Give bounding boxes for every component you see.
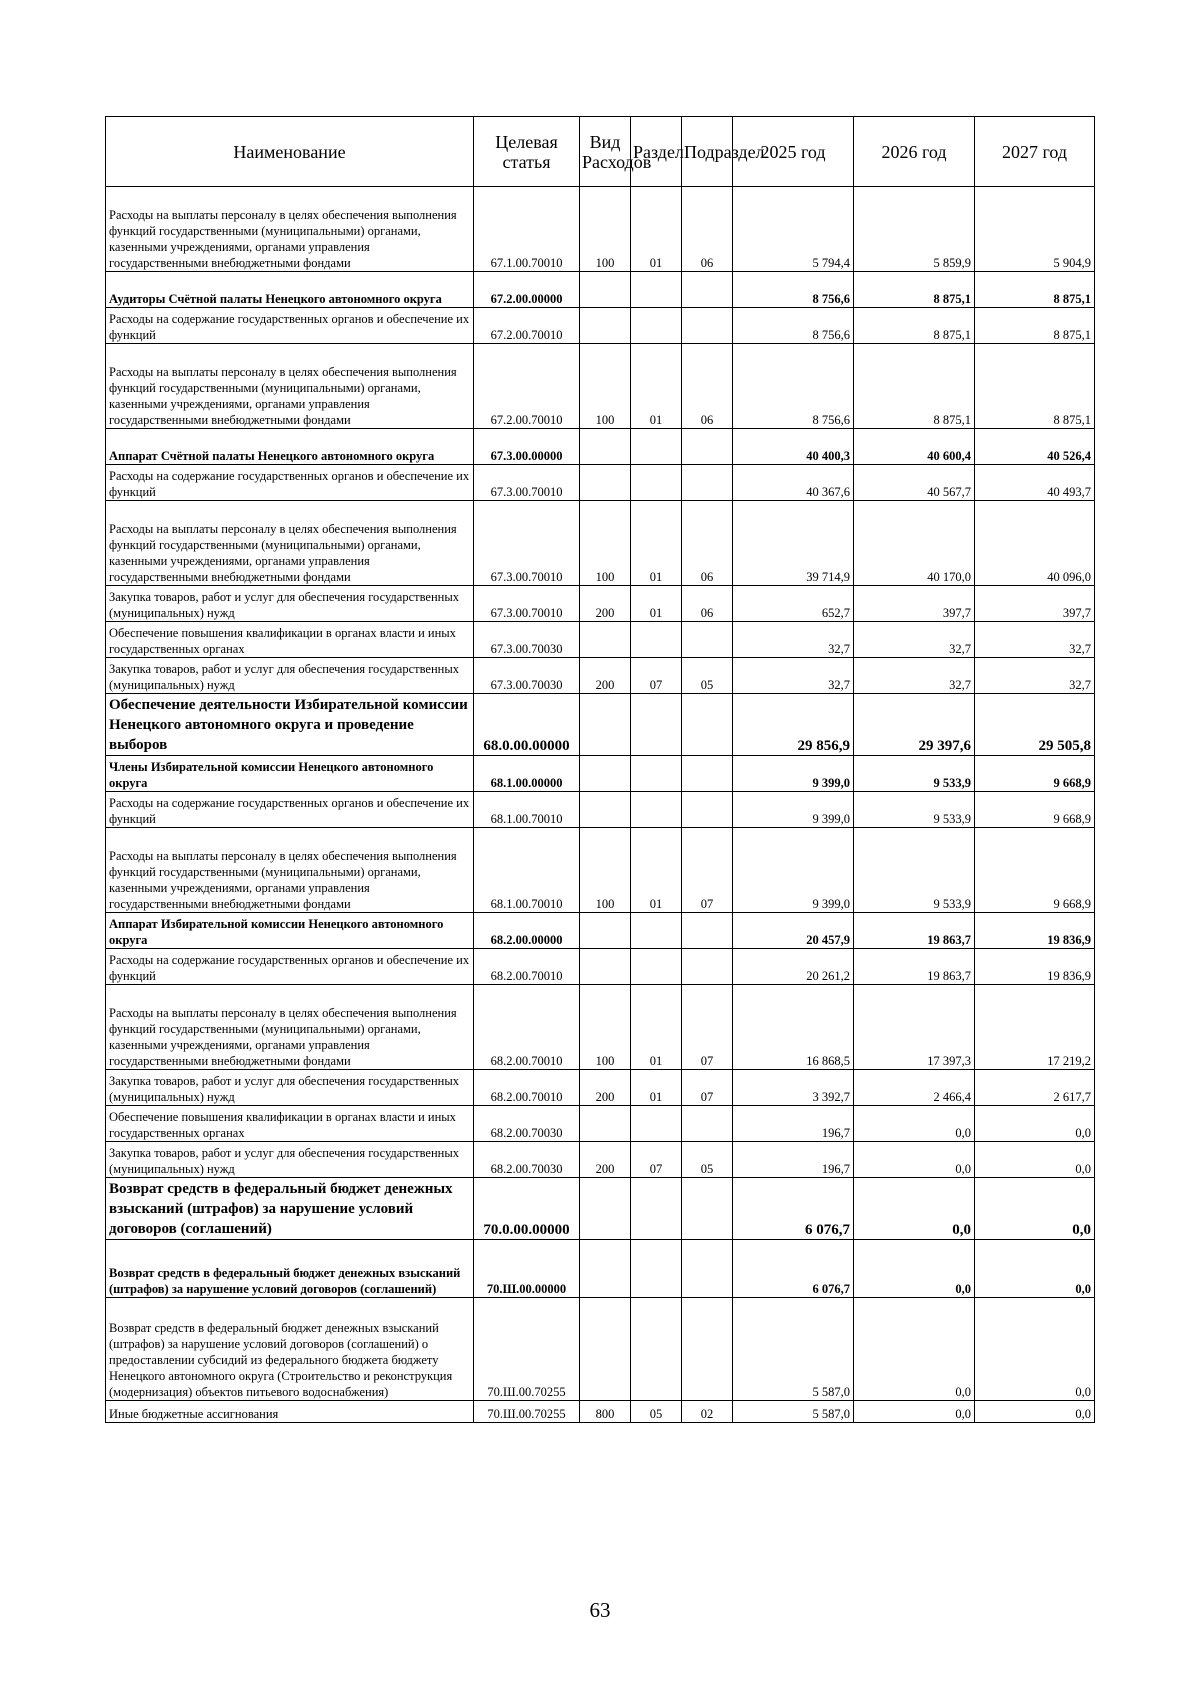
cell-section: 05 — [631, 1401, 682, 1423]
cell-target: 68.2.00.70010 — [474, 949, 580, 985]
cell-kind — [580, 465, 631, 501]
cell-target: 70.Ш.00.70255 — [474, 1298, 580, 1401]
cell-2025: 29 856,9 — [733, 694, 854, 756]
cell-section — [631, 272, 682, 308]
cell-target: 68.0.00.00000 — [474, 694, 580, 756]
budget-table — [105, 116, 1095, 1423]
cell-name: Расходы на содержание государственных органов и обеспечение их функций — [106, 465, 474, 501]
cell-kind — [580, 913, 631, 949]
cell-name: Расходы на выплаты персоналу в целях обеспечения выполнения функций государственными (муниципальными) органами, казенными учреждениями, органами управления государственными внебюджетными фондами — [106, 501, 474, 586]
cell-subsection — [682, 429, 733, 465]
cell-2026: 0,0 — [854, 1240, 975, 1298]
cell-kind: 100 — [580, 187, 631, 272]
cell-kind: 200 — [580, 1142, 631, 1178]
cell-name: Закупка товаров, работ и услуг для обеспечения государственных (муниципальных) нужд — [106, 658, 474, 694]
cell-name: Расходы на содержание государственных органов и обеспечение их функций — [106, 792, 474, 828]
cell-section: 01 — [631, 344, 682, 429]
cell-section — [631, 1178, 682, 1240]
cell-kind: 100 — [580, 985, 631, 1070]
header-2026: 2026 год — [854, 117, 975, 187]
cell-2026: 19 863,7 — [854, 913, 975, 949]
cell-section: 01 — [631, 1070, 682, 1106]
cell-target: 70.Ш.00.70255 — [474, 1401, 580, 1423]
cell-target: 68.2.00.70030 — [474, 1106, 580, 1142]
table-row — [106, 344, 1095, 429]
cell-2025: 39 714,9 — [733, 501, 854, 586]
cell-2026: 9 533,9 — [854, 792, 975, 828]
cell-target: 70.Ш.00.00000 — [474, 1240, 580, 1298]
cell-2026: 8 875,1 — [854, 308, 975, 344]
cell-2026: 2 466,4 — [854, 1070, 975, 1106]
cell-kind: 200 — [580, 658, 631, 694]
table-row — [106, 913, 1095, 949]
table-row — [106, 1178, 1095, 1240]
table-row — [106, 501, 1095, 586]
cell-2025: 6 076,7 — [733, 1240, 854, 1298]
cell-subsection: 05 — [682, 1142, 733, 1178]
cell-section — [631, 949, 682, 985]
cell-2027: 397,7 — [975, 586, 1095, 622]
cell-2025: 8 756,6 — [733, 344, 854, 429]
cell-target: 68.2.00.00000 — [474, 913, 580, 949]
cell-2027: 0,0 — [975, 1401, 1095, 1423]
cell-2027: 2 617,7 — [975, 1070, 1095, 1106]
cell-subsection: 06 — [682, 501, 733, 586]
table-row — [106, 985, 1095, 1070]
cell-2027: 40 526,4 — [975, 429, 1095, 465]
cell-name: Возврат средств в федеральный бюджет денежных взысканий (штрафов) за нарушение условий договоров (соглашений) — [106, 1240, 474, 1298]
cell-name: Закупка товаров, работ и услуг для обеспечения государственных (муниципальных) нужд — [106, 1142, 474, 1178]
cell-subsection: 05 — [682, 658, 733, 694]
cell-target: 68.1.00.00000 — [474, 756, 580, 792]
table-row — [106, 308, 1095, 344]
cell-name: Аппарат Счётной палаты Ненецкого автономного округа — [106, 429, 474, 465]
cell-2027: 29 505,8 — [975, 694, 1095, 756]
cell-kind: 200 — [580, 586, 631, 622]
cell-section — [631, 1298, 682, 1401]
table-row — [106, 429, 1095, 465]
cell-2025: 5 587,0 — [733, 1298, 854, 1401]
cell-target: 70.0.00.00000 — [474, 1178, 580, 1240]
cell-2025: 9 399,0 — [733, 756, 854, 792]
cell-section — [631, 1240, 682, 1298]
page-number: 63 — [589, 1598, 611, 1622]
cell-section: 01 — [631, 828, 682, 913]
cell-2026: 8 875,1 — [854, 344, 975, 429]
cell-subsection — [682, 1106, 733, 1142]
cell-2026: 0,0 — [854, 1106, 975, 1142]
cell-2025: 9 399,0 — [733, 792, 854, 828]
cell-target: 67.3.00.00000 — [474, 429, 580, 465]
cell-kind — [580, 756, 631, 792]
cell-target: 67.2.00.70010 — [474, 308, 580, 344]
cell-2026: 0,0 — [854, 1298, 975, 1401]
cell-kind — [580, 1178, 631, 1240]
table-row — [106, 756, 1095, 792]
header-section: Раздел — [631, 117, 682, 187]
cell-name: Расходы на выплаты персоналу в целях обеспечения выполнения функций государственными (муниципальными) органами, казенными учреждениями, органами управления государственными внебюджетными фондами — [106, 187, 474, 272]
cell-subsection: 07 — [682, 985, 733, 1070]
cell-name: Расходы на выплаты персоналу в целях обеспечения выполнения функций государственными (муниципальными) органами, казенными учреждениями, органами управления государственными внебюджетными фондами — [106, 828, 474, 913]
header-name: Наименование — [106, 117, 474, 187]
cell-kind: 800 — [580, 1401, 631, 1423]
table-row — [106, 828, 1095, 913]
cell-subsection — [682, 792, 733, 828]
cell-2027: 19 836,9 — [975, 949, 1095, 985]
cell-2026: 9 533,9 — [854, 828, 975, 913]
cell-section — [631, 1106, 682, 1142]
cell-subsection: 06 — [682, 586, 733, 622]
cell-kind — [580, 949, 631, 985]
cell-2025: 32,7 — [733, 658, 854, 694]
table-row — [106, 694, 1095, 756]
cell-2026: 5 859,9 — [854, 187, 975, 272]
cell-2026: 8 875,1 — [854, 272, 975, 308]
cell-name: Закупка товаров, работ и услуг для обеспечения государственных (муниципальных) нужд — [106, 1070, 474, 1106]
cell-section: 07 — [631, 658, 682, 694]
cell-2027: 8 875,1 — [975, 344, 1095, 429]
cell-2025: 32,7 — [733, 622, 854, 658]
header-row — [106, 117, 1095, 187]
header-subsection: Подраздел — [682, 117, 733, 187]
cell-target: 68.1.00.70010 — [474, 792, 580, 828]
cell-section — [631, 694, 682, 756]
cell-subsection — [682, 1178, 733, 1240]
cell-target: 68.2.00.70010 — [474, 1070, 580, 1106]
table-row — [106, 792, 1095, 828]
cell-2026: 29 397,6 — [854, 694, 975, 756]
cell-subsection — [682, 622, 733, 658]
cell-target: 67.1.00.70010 — [474, 187, 580, 272]
cell-2026: 40 567,7 — [854, 465, 975, 501]
cell-target: 67.2.00.00000 — [474, 272, 580, 308]
cell-2025: 40 367,6 — [733, 465, 854, 501]
cell-section — [631, 792, 682, 828]
table-row — [106, 586, 1095, 622]
cell-2025: 20 261,2 — [733, 949, 854, 985]
cell-2025: 16 868,5 — [733, 985, 854, 1070]
cell-target: 67.3.00.70010 — [474, 501, 580, 586]
cell-name: Обеспечение деятельности Избирательной комиссии Ненецкого автономного округа и проведение выборов — [106, 694, 474, 756]
cell-2027: 0,0 — [975, 1142, 1095, 1178]
table-body — [106, 187, 1095, 1423]
table-row — [106, 1240, 1095, 1298]
cell-2027: 9 668,9 — [975, 828, 1095, 913]
cell-target: 67.3.00.70030 — [474, 622, 580, 658]
cell-section — [631, 308, 682, 344]
cell-2027: 40 096,0 — [975, 501, 1095, 586]
cell-2025: 40 400,3 — [733, 429, 854, 465]
table-row — [106, 1070, 1095, 1106]
cell-2026: 17 397,3 — [854, 985, 975, 1070]
cell-subsection — [682, 913, 733, 949]
table-row — [106, 658, 1095, 694]
cell-2027: 5 904,9 — [975, 187, 1095, 272]
cell-section — [631, 756, 682, 792]
cell-name: Возврат средств в федеральный бюджет денежных взысканий (штрафов) за нарушение условий договоров (соглашений) — [106, 1178, 474, 1240]
table-row — [106, 949, 1095, 985]
cell-2027: 17 219,2 — [975, 985, 1095, 1070]
cell-2027: 0,0 — [975, 1240, 1095, 1298]
cell-target: 67.3.00.70030 — [474, 658, 580, 694]
cell-subsection — [682, 1298, 733, 1401]
cell-2027: 0,0 — [975, 1106, 1095, 1142]
cell-name: Возврат средств в федеральный бюджет денежных взысканий (штрафов) за нарушение условий договоров (соглашений) о предоставлении субсидий из федерального бюджета бюджету Ненецкого автономного округа (Строительство и реконструкция (модернизация) объектов питьевого водоснабжения) — [106, 1298, 474, 1401]
cell-kind — [580, 308, 631, 344]
cell-2027: 0,0 — [975, 1178, 1095, 1240]
cell-target: 68.2.00.70010 — [474, 985, 580, 1070]
cell-kind — [580, 429, 631, 465]
header-2025: 2025 год — [733, 117, 854, 187]
cell-section — [631, 465, 682, 501]
cell-2026: 0,0 — [854, 1178, 975, 1240]
table-row — [106, 622, 1095, 658]
cell-2026: 0,0 — [854, 1142, 975, 1178]
cell-2026: 397,7 — [854, 586, 975, 622]
cell-kind — [580, 622, 631, 658]
cell-name: Расходы на содержание государственных органов и обеспечение их функций — [106, 308, 474, 344]
header-kind: Вид Расходов — [580, 117, 631, 187]
cell-2027: 0,0 — [975, 1298, 1095, 1401]
table-row — [106, 187, 1095, 272]
cell-section: 01 — [631, 985, 682, 1070]
cell-name: Иные бюджетные ассигнования — [106, 1401, 474, 1423]
cell-name: Аудиторы Счётной палаты Ненецкого автономного округа — [106, 272, 474, 308]
cell-subsection — [682, 308, 733, 344]
cell-subsection: 06 — [682, 344, 733, 429]
cell-section: 01 — [631, 187, 682, 272]
cell-subsection — [682, 272, 733, 308]
cell-2027: 32,7 — [975, 658, 1095, 694]
cell-2027: 40 493,7 — [975, 465, 1095, 501]
cell-section — [631, 913, 682, 949]
cell-name: Расходы на выплаты персоналу в целях обеспечения выполнения функций государственными (муниципальными) органами, казенными учреждениями, органами управления государственными внебюджетными фондами — [106, 344, 474, 429]
cell-kind: 100 — [580, 828, 631, 913]
cell-2026: 32,7 — [854, 622, 975, 658]
cell-kind — [580, 694, 631, 756]
cell-section: 01 — [631, 501, 682, 586]
table-row — [106, 1298, 1095, 1401]
cell-subsection — [682, 949, 733, 985]
header-2027: 2027 год — [975, 117, 1095, 187]
cell-2025: 3 392,7 — [733, 1070, 854, 1106]
cell-2025: 5 794,4 — [733, 187, 854, 272]
cell-2026: 40 600,4 — [854, 429, 975, 465]
cell-kind — [580, 1106, 631, 1142]
cell-2027: 9 668,9 — [975, 792, 1095, 828]
cell-section: 07 — [631, 1142, 682, 1178]
cell-section: 01 — [631, 586, 682, 622]
cell-subsection: 07 — [682, 1070, 733, 1106]
cell-subsection: 06 — [682, 187, 733, 272]
cell-subsection — [682, 1240, 733, 1298]
cell-subsection — [682, 756, 733, 792]
cell-kind — [580, 272, 631, 308]
cell-2026: 0,0 — [854, 1401, 975, 1423]
cell-target: 67.2.00.70010 — [474, 344, 580, 429]
cell-2025: 8 756,6 — [733, 272, 854, 308]
cell-kind — [580, 1240, 631, 1298]
table-row — [106, 1401, 1095, 1423]
cell-section — [631, 622, 682, 658]
cell-target: 67.3.00.70010 — [474, 465, 580, 501]
cell-2027: 19 836,9 — [975, 913, 1095, 949]
cell-2025: 196,7 — [733, 1106, 854, 1142]
cell-name: Закупка товаров, работ и услуг для обеспечения государственных (муниципальных) нужд — [106, 586, 474, 622]
table-row — [106, 1142, 1095, 1178]
cell-name: Члены Избирательной комиссии Ненецкого автономного округа — [106, 756, 474, 792]
cell-2025: 9 399,0 — [733, 828, 854, 913]
cell-2025: 652,7 — [733, 586, 854, 622]
cell-subsection: 02 — [682, 1401, 733, 1423]
cell-2025: 196,7 — [733, 1142, 854, 1178]
cell-kind — [580, 1298, 631, 1401]
cell-section — [631, 429, 682, 465]
cell-target: 68.1.00.70010 — [474, 828, 580, 913]
cell-2026: 32,7 — [854, 658, 975, 694]
cell-name: Аппарат Избирательной комиссии Ненецкого автономного округа — [106, 913, 474, 949]
cell-2027: 32,7 — [975, 622, 1095, 658]
cell-2027: 8 875,1 — [975, 272, 1095, 308]
cell-2027: 8 875,1 — [975, 308, 1095, 344]
cell-kind — [580, 792, 631, 828]
cell-subsection — [682, 465, 733, 501]
cell-2026: 9 533,9 — [854, 756, 975, 792]
cell-subsection — [682, 694, 733, 756]
table-row — [106, 465, 1095, 501]
cell-name: Расходы на выплаты персоналу в целях обеспечения выполнения функций государственными (муниципальными) органами, казенными учреждениями, органами управления государственными внебюджетными фондами — [106, 985, 474, 1070]
cell-2025: 8 756,6 — [733, 308, 854, 344]
cell-kind: 100 — [580, 344, 631, 429]
cell-name: Расходы на содержание государственных органов и обеспечение их функций — [106, 949, 474, 985]
cell-2026: 19 863,7 — [854, 949, 975, 985]
header-target: Целевая статья — [474, 117, 580, 187]
table-row — [106, 272, 1095, 308]
cell-name: Обеспечение повышения квалификации в органах власти и иных государственных органах — [106, 1106, 474, 1142]
cell-kind: 200 — [580, 1070, 631, 1106]
cell-2025: 20 457,9 — [733, 913, 854, 949]
cell-target: 68.2.00.70030 — [474, 1142, 580, 1178]
cell-2026: 40 170,0 — [854, 501, 975, 586]
cell-2027: 9 668,9 — [975, 756, 1095, 792]
table-row — [106, 1106, 1095, 1142]
cell-2025: 6 076,7 — [733, 1178, 854, 1240]
cell-subsection: 07 — [682, 828, 733, 913]
cell-target: 67.3.00.70010 — [474, 586, 580, 622]
cell-kind: 100 — [580, 501, 631, 586]
cell-2025: 5 587,0 — [733, 1401, 854, 1423]
cell-name: Обеспечение повышения квалификации в органах власти и иных государственных органах — [106, 622, 474, 658]
